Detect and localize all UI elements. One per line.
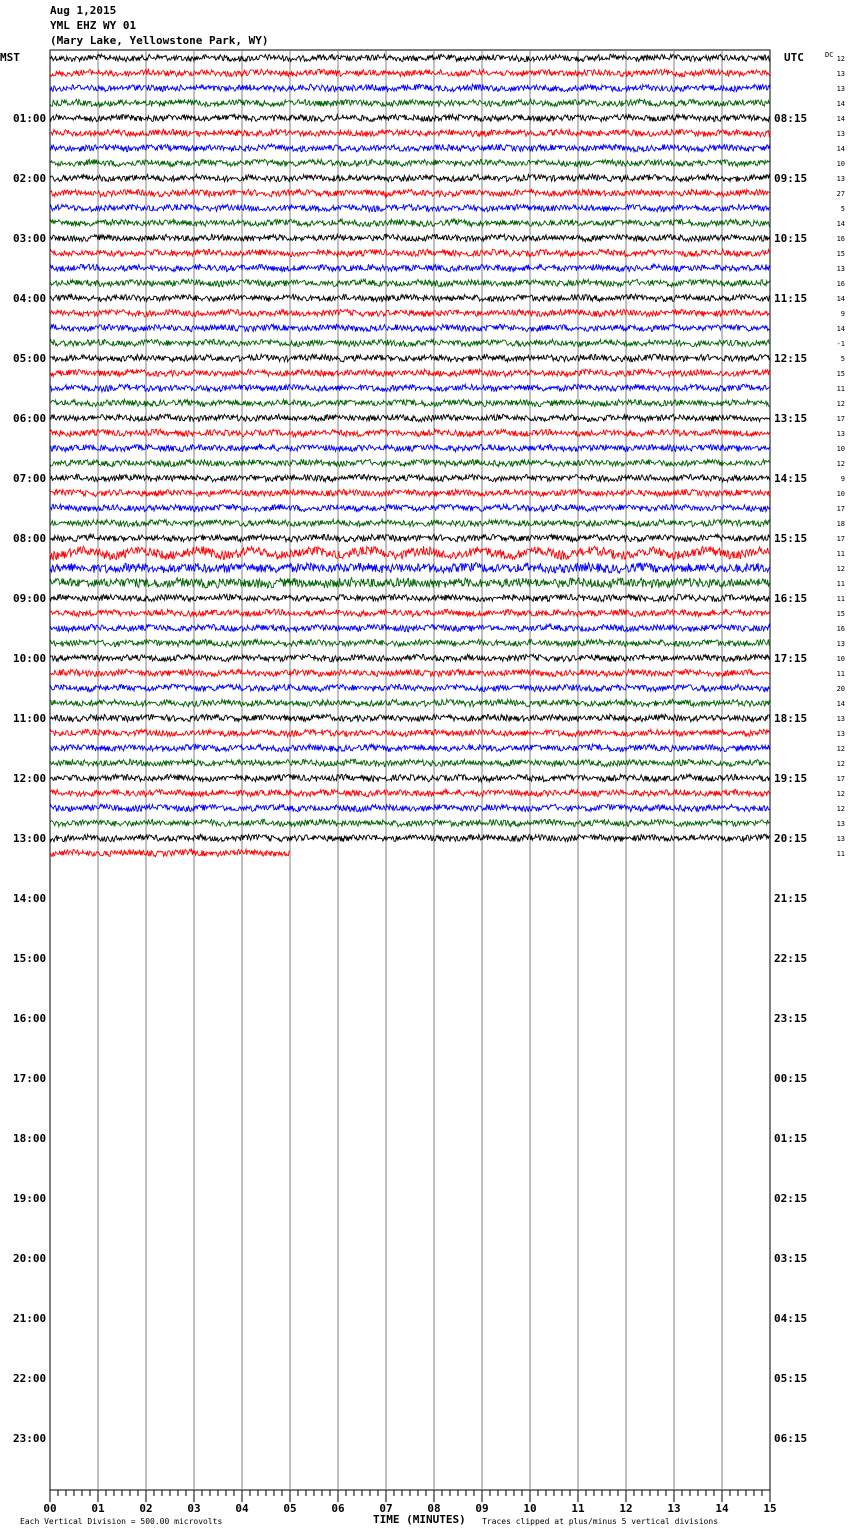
time-tick-label: 04	[235, 1502, 249, 1515]
seismic-trace	[50, 339, 770, 347]
time-tick-label: 06	[331, 1502, 345, 1515]
dc-offset-label: 12	[836, 400, 845, 408]
utc-hour-label: 22:15	[774, 952, 808, 965]
x-axis-label: TIME (MINUTES)	[373, 1513, 466, 1526]
seismic-trace	[50, 189, 770, 196]
seismic-trace	[50, 834, 770, 842]
dc-offset-label: 13	[836, 820, 845, 828]
dc-offset-label: 15	[836, 610, 845, 618]
seismic-trace	[50, 459, 770, 467]
utc-hour-label: 23:15	[774, 1012, 808, 1025]
utc-hour-label: 13:15	[774, 412, 808, 425]
utc-hour-label: 01:15	[774, 1132, 808, 1145]
time-tick-label: 03	[187, 1502, 201, 1515]
dc-offset-label: 13	[836, 175, 845, 183]
dc-offset-label: 15	[836, 370, 845, 378]
mst-hour-label: 10:00	[13, 652, 47, 665]
dc-offset-label: 13	[836, 130, 845, 138]
seismic-trace	[50, 279, 770, 286]
time-tick-label: 02	[139, 1502, 153, 1515]
time-tick-label: 09	[475, 1502, 489, 1515]
dc-offset-label: 12	[836, 790, 845, 798]
seismic-trace	[50, 609, 770, 617]
utc-hour-label: 18:15	[774, 712, 808, 725]
seismic-trace	[50, 54, 770, 62]
dc-offset-label: 13	[836, 730, 845, 738]
dc-offset-label: 12	[836, 460, 845, 468]
seismic-trace	[50, 744, 770, 752]
mst-hour-label: 02:00	[13, 172, 47, 185]
time-tick-label: 08	[427, 1502, 441, 1515]
seismic-trace	[50, 489, 770, 496]
dc-offset-label: 11	[836, 670, 845, 678]
mst-hour-label: 13:00	[13, 832, 47, 845]
utc-hour-label: 09:15	[774, 172, 808, 185]
seismic-trace	[50, 309, 770, 317]
seismic-trace	[50, 714, 770, 721]
dc-offset-label: 17	[836, 415, 845, 423]
seismic-trace	[50, 578, 770, 588]
seismic-trace	[50, 354, 770, 362]
dc-offset-label: 14	[836, 145, 845, 153]
mst-hour-label: 19:00	[13, 1192, 47, 1205]
time-tick-label: 01	[91, 1502, 105, 1515]
dc-offset-label: 11	[836, 595, 845, 603]
time-tick-label: 07	[379, 1502, 393, 1515]
seismic-trace	[50, 654, 770, 662]
seismic-trace	[50, 639, 770, 646]
utc-hour-label: 00:15	[774, 1072, 808, 1085]
header-date: Aug 1,2015	[50, 4, 117, 17]
seismic-trace	[50, 69, 770, 77]
seismic-trace	[50, 546, 770, 560]
dc-offset-label: 11	[836, 385, 845, 393]
mst-hour-label: 16:00	[13, 1012, 47, 1025]
utc-hour-label: 05:15	[774, 1372, 808, 1385]
seismic-trace	[50, 804, 770, 812]
seismic-trace	[50, 234, 770, 241]
mst-hour-label: 03:00	[13, 232, 47, 245]
dc-offset-label: 13	[836, 640, 845, 648]
mst-hour-label: 23:00	[13, 1432, 47, 1445]
seismic-trace	[50, 129, 770, 137]
time-tick-label: 05	[283, 1502, 297, 1515]
utc-hour-label: 03:15	[774, 1252, 808, 1265]
utc-hour-label: 10:15	[774, 232, 808, 245]
dc-offset-label: 12	[836, 565, 845, 573]
dc-offset-label: 13	[836, 715, 845, 723]
dc-offset-label: 10	[836, 655, 845, 663]
mst-hour-label: 01:00	[13, 112, 47, 125]
utc-hour-label: 02:15	[774, 1192, 808, 1205]
mst-hour-label: 08:00	[13, 532, 47, 545]
utc-hour-label: 14:15	[774, 472, 808, 485]
dc-offset-label: 9	[840, 475, 845, 483]
dc-offset-label: 10	[836, 160, 845, 168]
mst-hour-label: 17:00	[13, 1072, 47, 1085]
utc-hour-label: 19:15	[774, 772, 808, 785]
seismic-trace	[50, 474, 770, 482]
seismic-trace	[50, 699, 770, 707]
mst-hour-label: 04:00	[13, 292, 47, 305]
mst-hour-label: 06:00	[13, 412, 47, 425]
utc-hour-label: 06:15	[774, 1432, 808, 1445]
seismic-trace	[50, 849, 289, 856]
mst-hour-label: 15:00	[13, 952, 47, 965]
dc-offset-label: 10	[836, 445, 845, 453]
dc-offset-label: 12	[836, 760, 845, 768]
utc-hour-label: 16:15	[774, 592, 808, 605]
mst-hour-label: 22:00	[13, 1372, 47, 1385]
seismic-trace	[50, 624, 770, 632]
utc-hour-label: 20:15	[774, 832, 808, 845]
seismic-trace	[50, 114, 770, 121]
time-tick-label: 12	[619, 1502, 633, 1515]
seismic-trace	[50, 369, 770, 376]
seismic-trace	[50, 819, 770, 826]
dc-offset-label: 5	[840, 205, 845, 213]
seismic-trace	[50, 519, 770, 527]
dc-offset-label: 11	[836, 850, 845, 858]
seismic-trace	[50, 504, 770, 511]
seismic-trace	[50, 594, 770, 601]
dc-offset-label: 12	[836, 55, 845, 63]
seismic-trace	[50, 729, 770, 736]
utc-hour-label: 08:15	[774, 112, 808, 125]
dc-offset-label: 20	[836, 685, 845, 693]
dc-offset-label: 18	[836, 520, 845, 528]
footer-clip-note: Traces clipped at plus/minus 5 vertical divisions	[482, 1517, 719, 1526]
mst-hour-label: 18:00	[13, 1132, 47, 1145]
seismic-trace	[50, 444, 770, 452]
dc-offset-label: 16	[836, 235, 845, 243]
dc-offset-label: 12	[836, 805, 845, 813]
seismic-trace	[50, 144, 770, 152]
seismic-trace	[50, 534, 770, 542]
mst-axis-label: MST	[0, 51, 20, 64]
dc-offset-label: 12	[836, 745, 845, 753]
seismic-trace	[50, 789, 770, 796]
seismic-trace	[50, 774, 770, 782]
utc-hour-label: 21:15	[774, 892, 808, 905]
dc-offset-label: 13	[836, 70, 845, 78]
dc-offset-label: 11	[836, 580, 845, 588]
seismic-trace	[50, 294, 770, 302]
mst-hour-label: 05:00	[13, 352, 47, 365]
dc-offset-label: 13	[836, 835, 845, 843]
dc-offset-label: 17	[836, 535, 845, 543]
dc-offset-label: -1	[836, 340, 845, 348]
seismic-trace	[50, 759, 770, 767]
time-tick-label: 15	[763, 1502, 777, 1515]
mst-hour-label: 12:00	[13, 772, 47, 785]
seismic-trace	[50, 84, 770, 92]
dc-offset-label: 14	[836, 115, 845, 123]
dc-offset-label: 16	[836, 280, 845, 288]
dc-offset-label: 16	[836, 625, 845, 633]
utc-hour-label: 04:15	[774, 1312, 808, 1325]
seismic-trace	[50, 669, 770, 676]
header-location: (Mary Lake, Yellowstone Park, WY)	[50, 34, 269, 47]
dc-offset-label: 14	[836, 295, 845, 303]
mst-hour-label: 21:00	[13, 1312, 47, 1325]
seismic-trace	[50, 429, 770, 437]
mst-hour-label: 09:00	[13, 592, 47, 605]
dc-offset-label: 27	[836, 190, 845, 198]
utc-hour-label: 17:15	[774, 652, 808, 665]
dc-offset-label: 17	[836, 775, 845, 783]
time-tick-label: 14	[715, 1502, 729, 1515]
utc-axis-label: UTC	[784, 51, 804, 64]
seismic-trace	[50, 159, 770, 166]
seismic-trace	[50, 684, 770, 691]
dc-offset-label: 14	[836, 325, 845, 333]
dc-header-label: DC	[825, 51, 834, 59]
dc-offset-label: 17	[836, 505, 845, 513]
time-tick-label: 10	[523, 1502, 537, 1515]
mst-hour-label: 11:00	[13, 712, 47, 725]
dc-offset-label: 11	[836, 550, 845, 558]
utc-hour-label: 15:15	[774, 532, 808, 545]
dc-offset-label: 13	[836, 265, 845, 273]
dc-offset-label: 14	[836, 220, 845, 228]
dc-offset-label: 9	[840, 310, 845, 318]
seismic-trace	[50, 174, 770, 182]
seismic-trace	[50, 414, 770, 422]
seismic-trace	[50, 384, 770, 392]
seismic-trace	[50, 99, 770, 107]
dc-offset-label: 5	[840, 355, 845, 363]
dc-offset-label: 10	[836, 490, 845, 498]
mst-hour-label: 20:00	[13, 1252, 47, 1265]
seismic-trace	[50, 264, 770, 272]
mst-hour-label: 07:00	[13, 472, 47, 485]
seismic-trace	[50, 324, 770, 331]
time-tick-label: 11	[571, 1502, 585, 1515]
utc-hour-label: 11:15	[774, 292, 808, 305]
seismic-trace	[50, 219, 770, 226]
dc-offset-label: 13	[836, 85, 845, 93]
seismic-trace	[50, 249, 770, 257]
seismic-trace	[50, 204, 770, 212]
footer-vertical-division: Each Vertical Division = 500.00 microvolts	[20, 1517, 223, 1526]
dc-offset-label: 14	[836, 100, 845, 108]
mst-hour-label: 14:00	[13, 892, 47, 905]
utc-hour-label: 12:15	[774, 352, 808, 365]
seismic-trace	[50, 399, 770, 407]
dc-offset-label: 14	[836, 700, 845, 708]
time-tick-label: 13	[667, 1502, 681, 1515]
header-station: YML EHZ WY 01	[50, 19, 137, 32]
seismic-trace	[50, 563, 770, 573]
dc-offset-label: 13	[836, 430, 845, 438]
dc-offset-label: 15	[836, 250, 845, 258]
time-tick-label: 00	[43, 1502, 57, 1515]
plot-frame	[50, 50, 770, 1490]
